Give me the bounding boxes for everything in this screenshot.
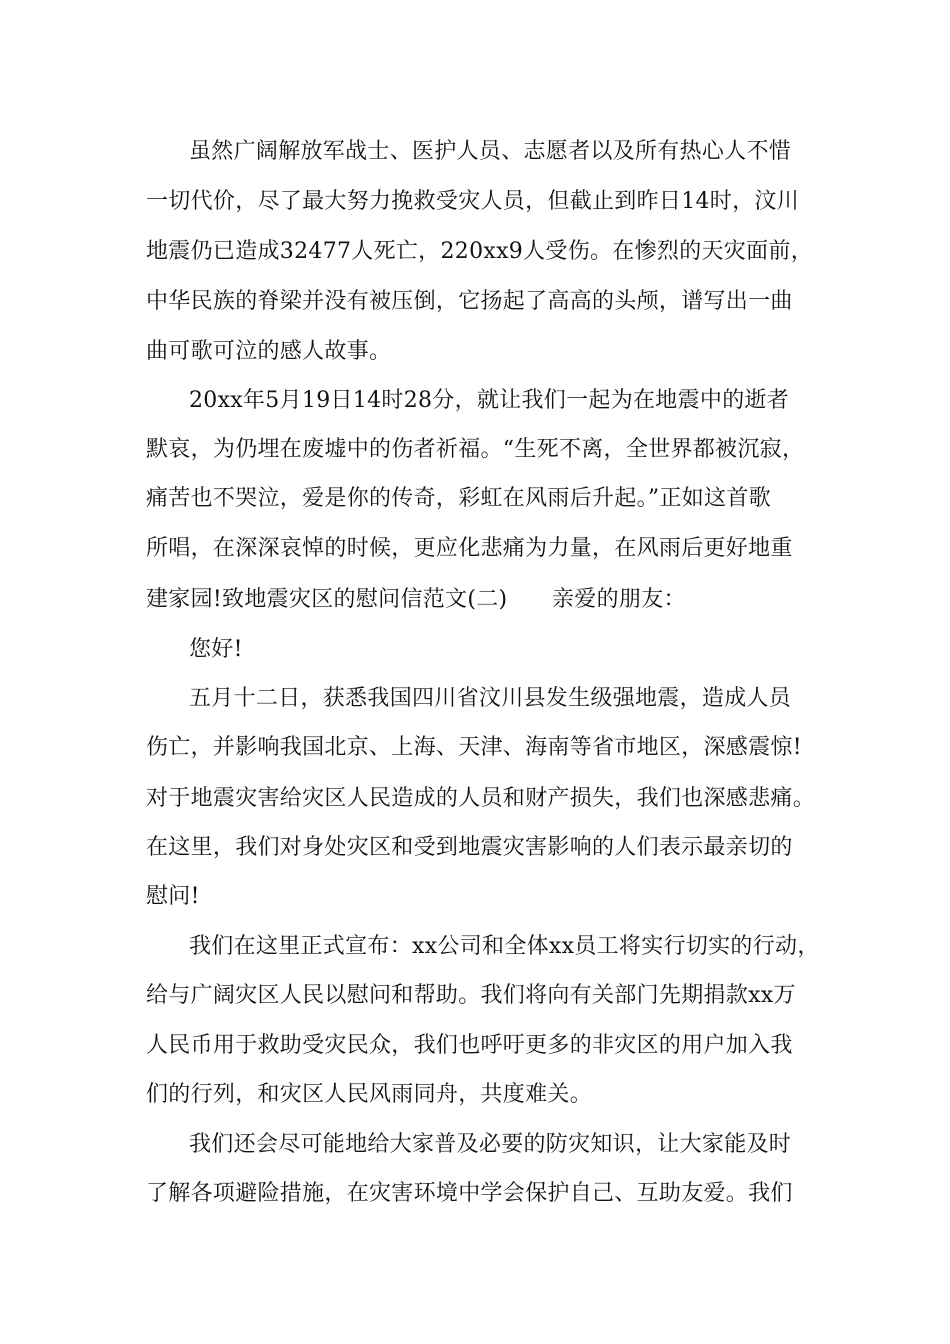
text-line: 五月十二日，获悉我国四川省汶川县发生级强地震，造成人员 [189, 686, 792, 711]
text-line: 您好! [189, 637, 243, 662]
text-line: 我们还会尽可能地给大家普及必要的防灾知识，让大家能及时 [189, 1132, 792, 1157]
text-line: 一切代价，尽了最大努力挽救受灾人员，但截止到昨日14时，汶川 [146, 189, 799, 214]
text-line: 人民币用于救助受灾民众，我们也呼吁更多的非灾区的用户加入我 [146, 1033, 793, 1058]
text-line: 曲可歌可泣的感人故事。 [146, 339, 392, 364]
text-line: 默哀，为仍埋在废墟中的伤者祈福。“生死不离，全世界都被沉寂， [146, 437, 805, 462]
text-line: 对于地震灾害给灾区人民造成的人员和财产损失，我们也深感悲痛。 [146, 786, 816, 811]
text-line: 中华民族的脊梁并没有被压倒，它扬起了高高的头颅，谱写出一曲 [146, 289, 793, 314]
text-line: 伤亡，并影响我国北京、上海、天津、海南等省市地区，深感震惊! [146, 735, 802, 760]
text-line: 所唱，在深深哀悼的时候，更应化悲痛为力量，在风雨后更好地重 [146, 536, 793, 561]
text-line: 慰问! [146, 884, 200, 909]
text-line: 虽然广阔解放军战士、医护人员、志愿者以及所有热心人不惜 [189, 139, 792, 164]
text-line: 给与广阔灾区人民以慰问和帮助。我们将向有关部门先期捐款xx万 [146, 983, 796, 1008]
text-line: 地震仍已造成32477人死亡，220xx9人受伤。在惨烈的天灾面前， [146, 239, 813, 264]
text-line: 在这里，我们对身处灾区和受到地震灾害影响的人们表示最亲切的 [146, 835, 793, 860]
text-line: 了解各项避险措施，在灾害环境中学会保护自己、互助友爱。我们 [146, 1181, 793, 1206]
text-line: 20xx年5月19日14时28分，就让我们一起为在地震中的逝者 [189, 388, 790, 413]
text-line: 们的行列，和灾区人民风雨同舟，共度难关。 [146, 1082, 593, 1107]
text-line: 建家园!致地震灾区的慰问信范文(二) 亲爱的朋友： [146, 587, 686, 612]
text-line: 痛苦也不哭泣，爱是你的传奇，彩虹在风雨后升起。”正如这首歌 [146, 486, 771, 511]
text-line: 我们在这里正式宣布：xx公司和全体xx员工将实行切实的行动， [189, 934, 820, 959]
